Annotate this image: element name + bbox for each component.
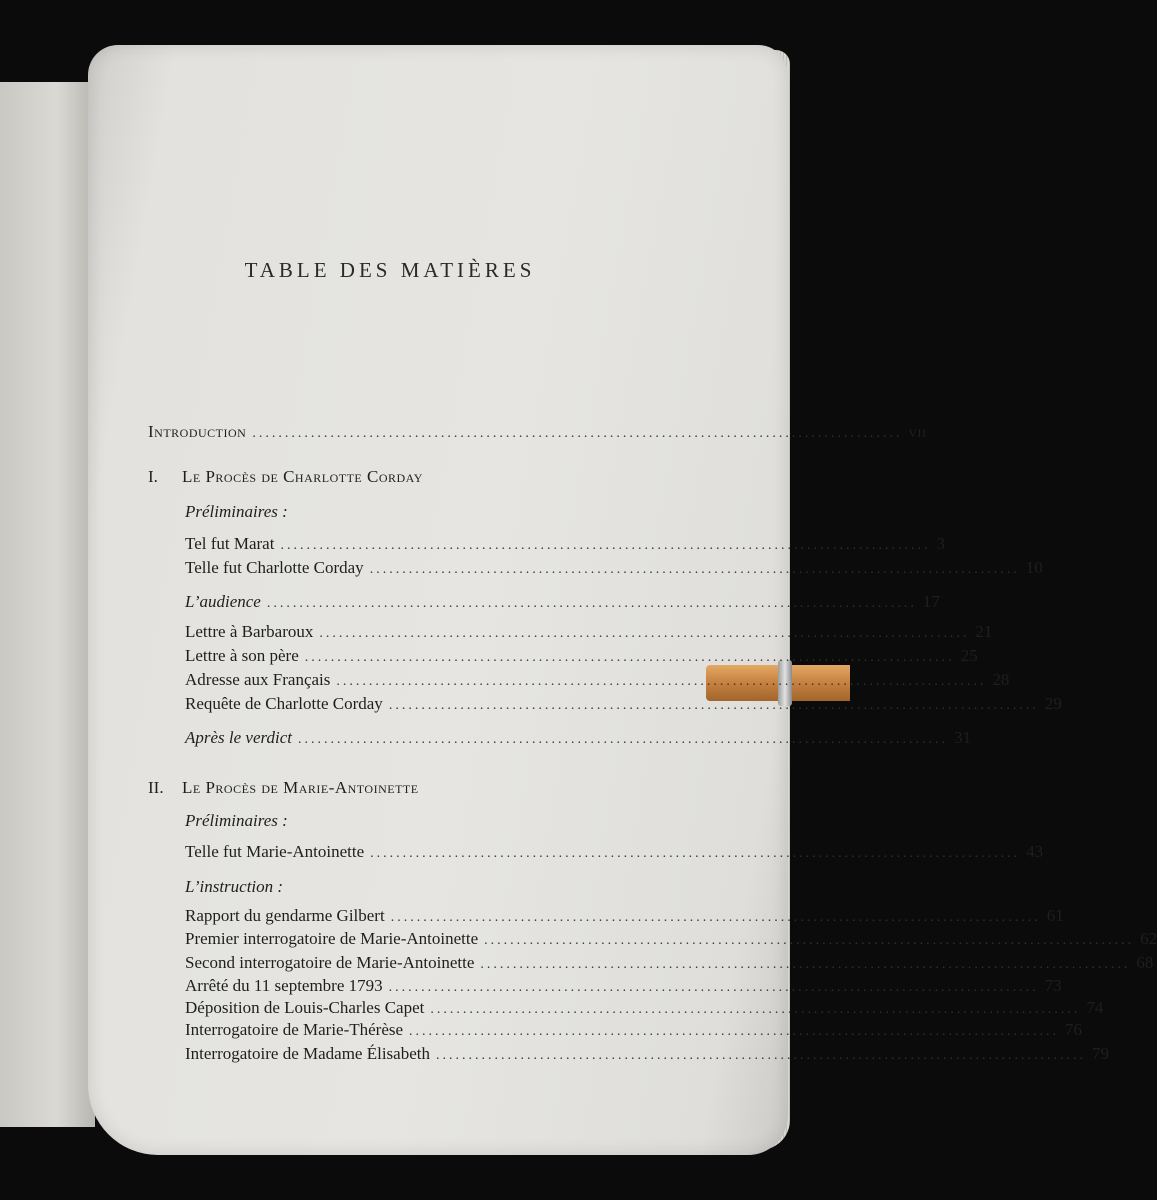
toc-entry <box>185 646 978 666</box>
toc-entry <box>185 670 1010 690</box>
leader-dots: .................................................................................................... <box>480 957 1131 972</box>
entry-page: 17 <box>922 592 940 611</box>
toc-entry <box>185 1044 1109 1064</box>
entry-page: 73 <box>1044 976 1062 995</box>
entry-page: 29 <box>1044 694 1062 713</box>
entry-label: Requête de Charlotte Corday <box>185 694 383 713</box>
toc-entry <box>185 694 1062 714</box>
toc-entry <box>185 622 993 642</box>
leader-dots: .................................................................................................... <box>484 933 1135 948</box>
entry-page: 21 <box>975 622 993 641</box>
leader-dots: .................................................................................................... <box>430 1002 1081 1017</box>
part-title: Le Procès de Marie-Antoinette <box>182 778 419 797</box>
leader-dots: .................................................................................................... <box>369 562 1020 577</box>
entry-page: 31 <box>954 728 971 747</box>
entry-label: Déposition de Louis-Charles Capet <box>185 998 425 1017</box>
entry-page: 76 <box>1065 1020 1083 1039</box>
toc-entry <box>185 998 1104 1018</box>
entry-page: 68 <box>1136 953 1154 972</box>
section-instruction: L’instruction : <box>185 877 284 896</box>
leader-dots: .................................................................................................... <box>298 732 948 747</box>
entry-page: 28 <box>992 670 1010 689</box>
entry-page: 43 <box>1026 842 1044 861</box>
entry-label: Telle fut Charlotte Corday <box>185 558 364 577</box>
part-heading-1 <box>148 467 423 487</box>
leader-dots: .................................................................................................... <box>252 426 903 441</box>
entry-page: 3 <box>936 534 945 553</box>
entry-label: Adresse aux Français <box>185 670 331 689</box>
leader-dots: .................................................................................................... <box>409 1024 1060 1039</box>
entry-page: vii <box>908 422 927 441</box>
toc-entry <box>185 842 1044 862</box>
entry-page: 25 <box>960 646 978 665</box>
entry-label: Arrêté du 11 septembre 1793 <box>185 976 383 995</box>
entry-label: Premier interrogatoire de Marie-Antoinette <box>185 929 479 948</box>
leader-dots: .................................................................................................... <box>435 1048 1086 1063</box>
leader-dots: .................................................................................................... <box>388 698 1039 713</box>
leader-dots: .................................................................................................... <box>280 538 931 553</box>
left-page-edge <box>0 82 95 1127</box>
part-heading-2 <box>148 778 419 798</box>
leader-dots: .................................................................................................... <box>319 626 970 641</box>
toc-entry <box>185 976 1062 996</box>
entry-page: 74 <box>1086 998 1104 1017</box>
section-preliminaires-1: Préliminaires : <box>185 502 288 521</box>
entry-label: Lettre à son père <box>185 646 299 665</box>
toc-entry-introduction <box>148 422 927 442</box>
entry-label: L’audience <box>185 592 261 611</box>
leader-dots: .................................................................................................... <box>336 674 987 689</box>
entry-label: Lettre à Barbaroux <box>185 622 314 641</box>
toc-entry <box>185 558 1043 578</box>
toc-entry <box>185 953 1154 973</box>
entry-label: Interrogatoire de Madame Élisabeth <box>185 1044 430 1063</box>
part-title: Le Procès de Charlotte Corday <box>182 467 423 486</box>
leader-dots: .................................................................................................... <box>266 596 917 611</box>
entry-label: Interrogatoire de Marie-Thérèse <box>185 1020 404 1039</box>
entry-label: Second interrogatoire de Marie-Antoinette <box>185 953 475 972</box>
leader-dots: .................................................................................................... <box>388 980 1039 995</box>
entry-label: Rapport du gendarme Gilbert <box>185 906 385 925</box>
part-numeral: I. <box>148 467 158 486</box>
part-numeral: II. <box>148 778 164 797</box>
entry-page: 61 <box>1046 906 1064 925</box>
entry-page: 79 <box>1091 1044 1109 1063</box>
toc-entry <box>185 592 940 612</box>
entry-label: Après le verdict <box>185 728 292 747</box>
toc-entry <box>185 929 1157 949</box>
toc-entry <box>185 728 971 748</box>
page-title: TABLE DES MATIÈRES <box>244 258 536 282</box>
section-preliminaires-2: Préliminaires : <box>185 811 288 830</box>
entry-label: Tel fut Marat <box>185 534 275 553</box>
entry-page: 10 <box>1025 558 1043 577</box>
toc-entry <box>185 534 945 554</box>
leader-dots: .................................................................................................... <box>390 910 1041 925</box>
entry-label: Introduction <box>148 422 247 441</box>
entry-page: 62 <box>1140 929 1157 948</box>
entry-label: Telle fut Marie-Antoinette <box>185 842 365 861</box>
toc-entry <box>185 1020 1083 1040</box>
leader-dots: .................................................................................................... <box>304 650 955 665</box>
toc-entry <box>185 906 1064 926</box>
leader-dots: .................................................................................................... <box>370 846 1021 861</box>
